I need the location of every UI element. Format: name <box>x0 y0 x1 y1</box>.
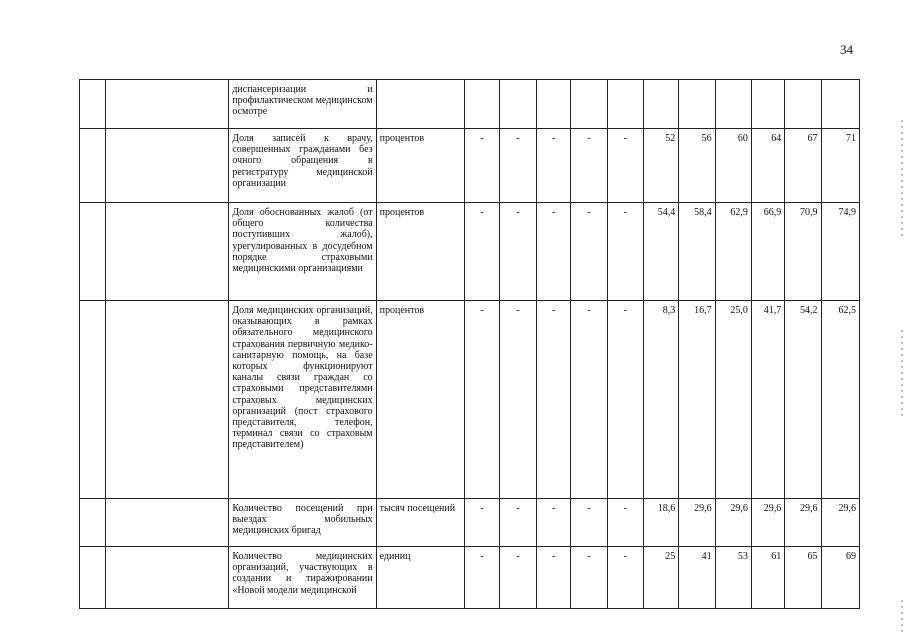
scan-edge-mark <box>901 600 903 636</box>
row-number-cell <box>80 301 106 499</box>
value-cell: - <box>571 301 607 499</box>
row-number-cell <box>80 129 106 203</box>
value-cell: 8,3 <box>643 301 678 499</box>
unit-cell: процентов <box>376 129 465 203</box>
value-cell: 29,6 <box>679 499 715 547</box>
value-cell: 54,2 <box>785 301 821 499</box>
value-cell: - <box>571 203 607 301</box>
unit-cell: тысяч посещений <box>376 499 465 547</box>
parent-cell <box>106 203 229 301</box>
value-cell <box>715 80 751 129</box>
value-cell: - <box>571 547 607 609</box>
value-cell: - <box>537 547 571 609</box>
value-cell: - <box>537 499 571 547</box>
value-cell: 54,4 <box>643 203 678 301</box>
value-cell: - <box>465 499 499 547</box>
table-row <box>80 80 860 129</box>
table-row <box>80 499 860 547</box>
value-cell: 65 <box>785 547 821 609</box>
value-cell <box>643 80 678 129</box>
value-cell: - <box>465 129 499 203</box>
value-cell: 29,6 <box>821 499 859 547</box>
table-row <box>80 203 860 301</box>
value-cell: 41 <box>679 547 715 609</box>
unit-cell: единиц <box>376 547 465 609</box>
unit-cell <box>376 80 465 129</box>
value-cell: 58,4 <box>679 203 715 301</box>
page-number: 34 <box>840 42 853 57</box>
indicator-name: Доля обоснованных жалоб (от общего количества поступивших жалоб), урегулированных в досудебном порядке страховыми медицинскими организациями <box>229 203 376 301</box>
indicator-name: Доля медицинских организаций, оказывающих в рамках обязательного медицинского страхования первичную медико-санитарную помощь, на базе которых функционируют каналы связи граждан со страховыми представителями страховых медицинских организаций (пост страхового представителя, телефон, терминал связи со страховым представителем) <box>229 301 376 499</box>
value-cell <box>821 80 859 129</box>
table-row <box>80 301 860 499</box>
value-cell: - <box>537 301 571 499</box>
table-row <box>80 129 860 203</box>
value-cell: 25,0 <box>715 301 751 499</box>
value-cell <box>679 80 715 129</box>
value-cell: - <box>571 499 607 547</box>
value-cell: 18,6 <box>643 499 678 547</box>
scan-edge-mark <box>901 330 903 420</box>
value-cell: - <box>465 547 499 609</box>
value-cell: 25 <box>643 547 678 609</box>
value-cell: 29,6 <box>715 499 751 547</box>
value-cell <box>465 80 499 129</box>
value-cell <box>499 80 536 129</box>
row-number-cell <box>80 547 106 609</box>
value-cell: 67 <box>785 129 821 203</box>
value-cell: - <box>607 301 643 499</box>
parent-cell <box>106 129 229 203</box>
value-cell: - <box>607 547 643 609</box>
value-cell: - <box>499 499 536 547</box>
value-cell: 60 <box>715 129 751 203</box>
row-number-cell <box>80 203 106 301</box>
value-cell: 61 <box>751 547 784 609</box>
parent-cell <box>106 547 229 609</box>
value-cell <box>537 80 571 129</box>
value-cell: - <box>607 203 643 301</box>
value-cell: 16,7 <box>679 301 715 499</box>
value-cell: 41,7 <box>751 301 784 499</box>
indicator-table <box>79 79 860 609</box>
value-cell: 70,9 <box>785 203 821 301</box>
value-cell <box>751 80 784 129</box>
indicator-name: Количество посещений при выездах мобильных медицинских бригад <box>229 499 376 547</box>
value-cell <box>785 80 821 129</box>
table-row <box>80 547 860 609</box>
value-cell: - <box>499 203 536 301</box>
value-cell: 52 <box>643 129 678 203</box>
row-number-cell <box>80 80 106 129</box>
indicator-name: Доля записей к врачу, совершенных гражданами без очного обращения в регистратуру медицинской организации <box>229 129 376 203</box>
value-cell: - <box>465 203 499 301</box>
value-cell: 74,9 <box>821 203 859 301</box>
unit-cell: процентов <box>376 203 465 301</box>
value-cell: - <box>607 129 643 203</box>
value-cell: 71 <box>821 129 859 203</box>
unit-cell: процентов <box>376 301 465 499</box>
value-cell: 62,5 <box>821 301 859 499</box>
value-cell: 29,6 <box>785 499 821 547</box>
value-cell: 69 <box>821 547 859 609</box>
value-cell: - <box>571 129 607 203</box>
scan-edge-mark <box>901 120 903 240</box>
row-number-cell <box>80 499 106 547</box>
value-cell: 64 <box>751 129 784 203</box>
indicator-name: Количество медицинских организаций, участвующих в создании и тиражировании «Новой модели медицинской <box>229 547 376 609</box>
value-cell: 56 <box>679 129 715 203</box>
value-cell: - <box>537 203 571 301</box>
value-cell: 66,9 <box>751 203 784 301</box>
value-cell: 62,9 <box>715 203 751 301</box>
value-cell: - <box>537 129 571 203</box>
parent-cell <box>106 80 229 129</box>
value-cell <box>571 80 607 129</box>
value-cell: - <box>499 547 536 609</box>
parent-cell <box>106 499 229 547</box>
value-cell: 29,6 <box>751 499 784 547</box>
value-cell: - <box>465 301 499 499</box>
value-cell: - <box>499 129 536 203</box>
value-cell: 53 <box>715 547 751 609</box>
value-cell <box>607 80 643 129</box>
parent-cell <box>106 301 229 499</box>
value-cell: - <box>499 301 536 499</box>
value-cell: - <box>607 499 643 547</box>
indicator-name: диспансеризации и профилактическом медицинском осмотре <box>229 80 376 129</box>
